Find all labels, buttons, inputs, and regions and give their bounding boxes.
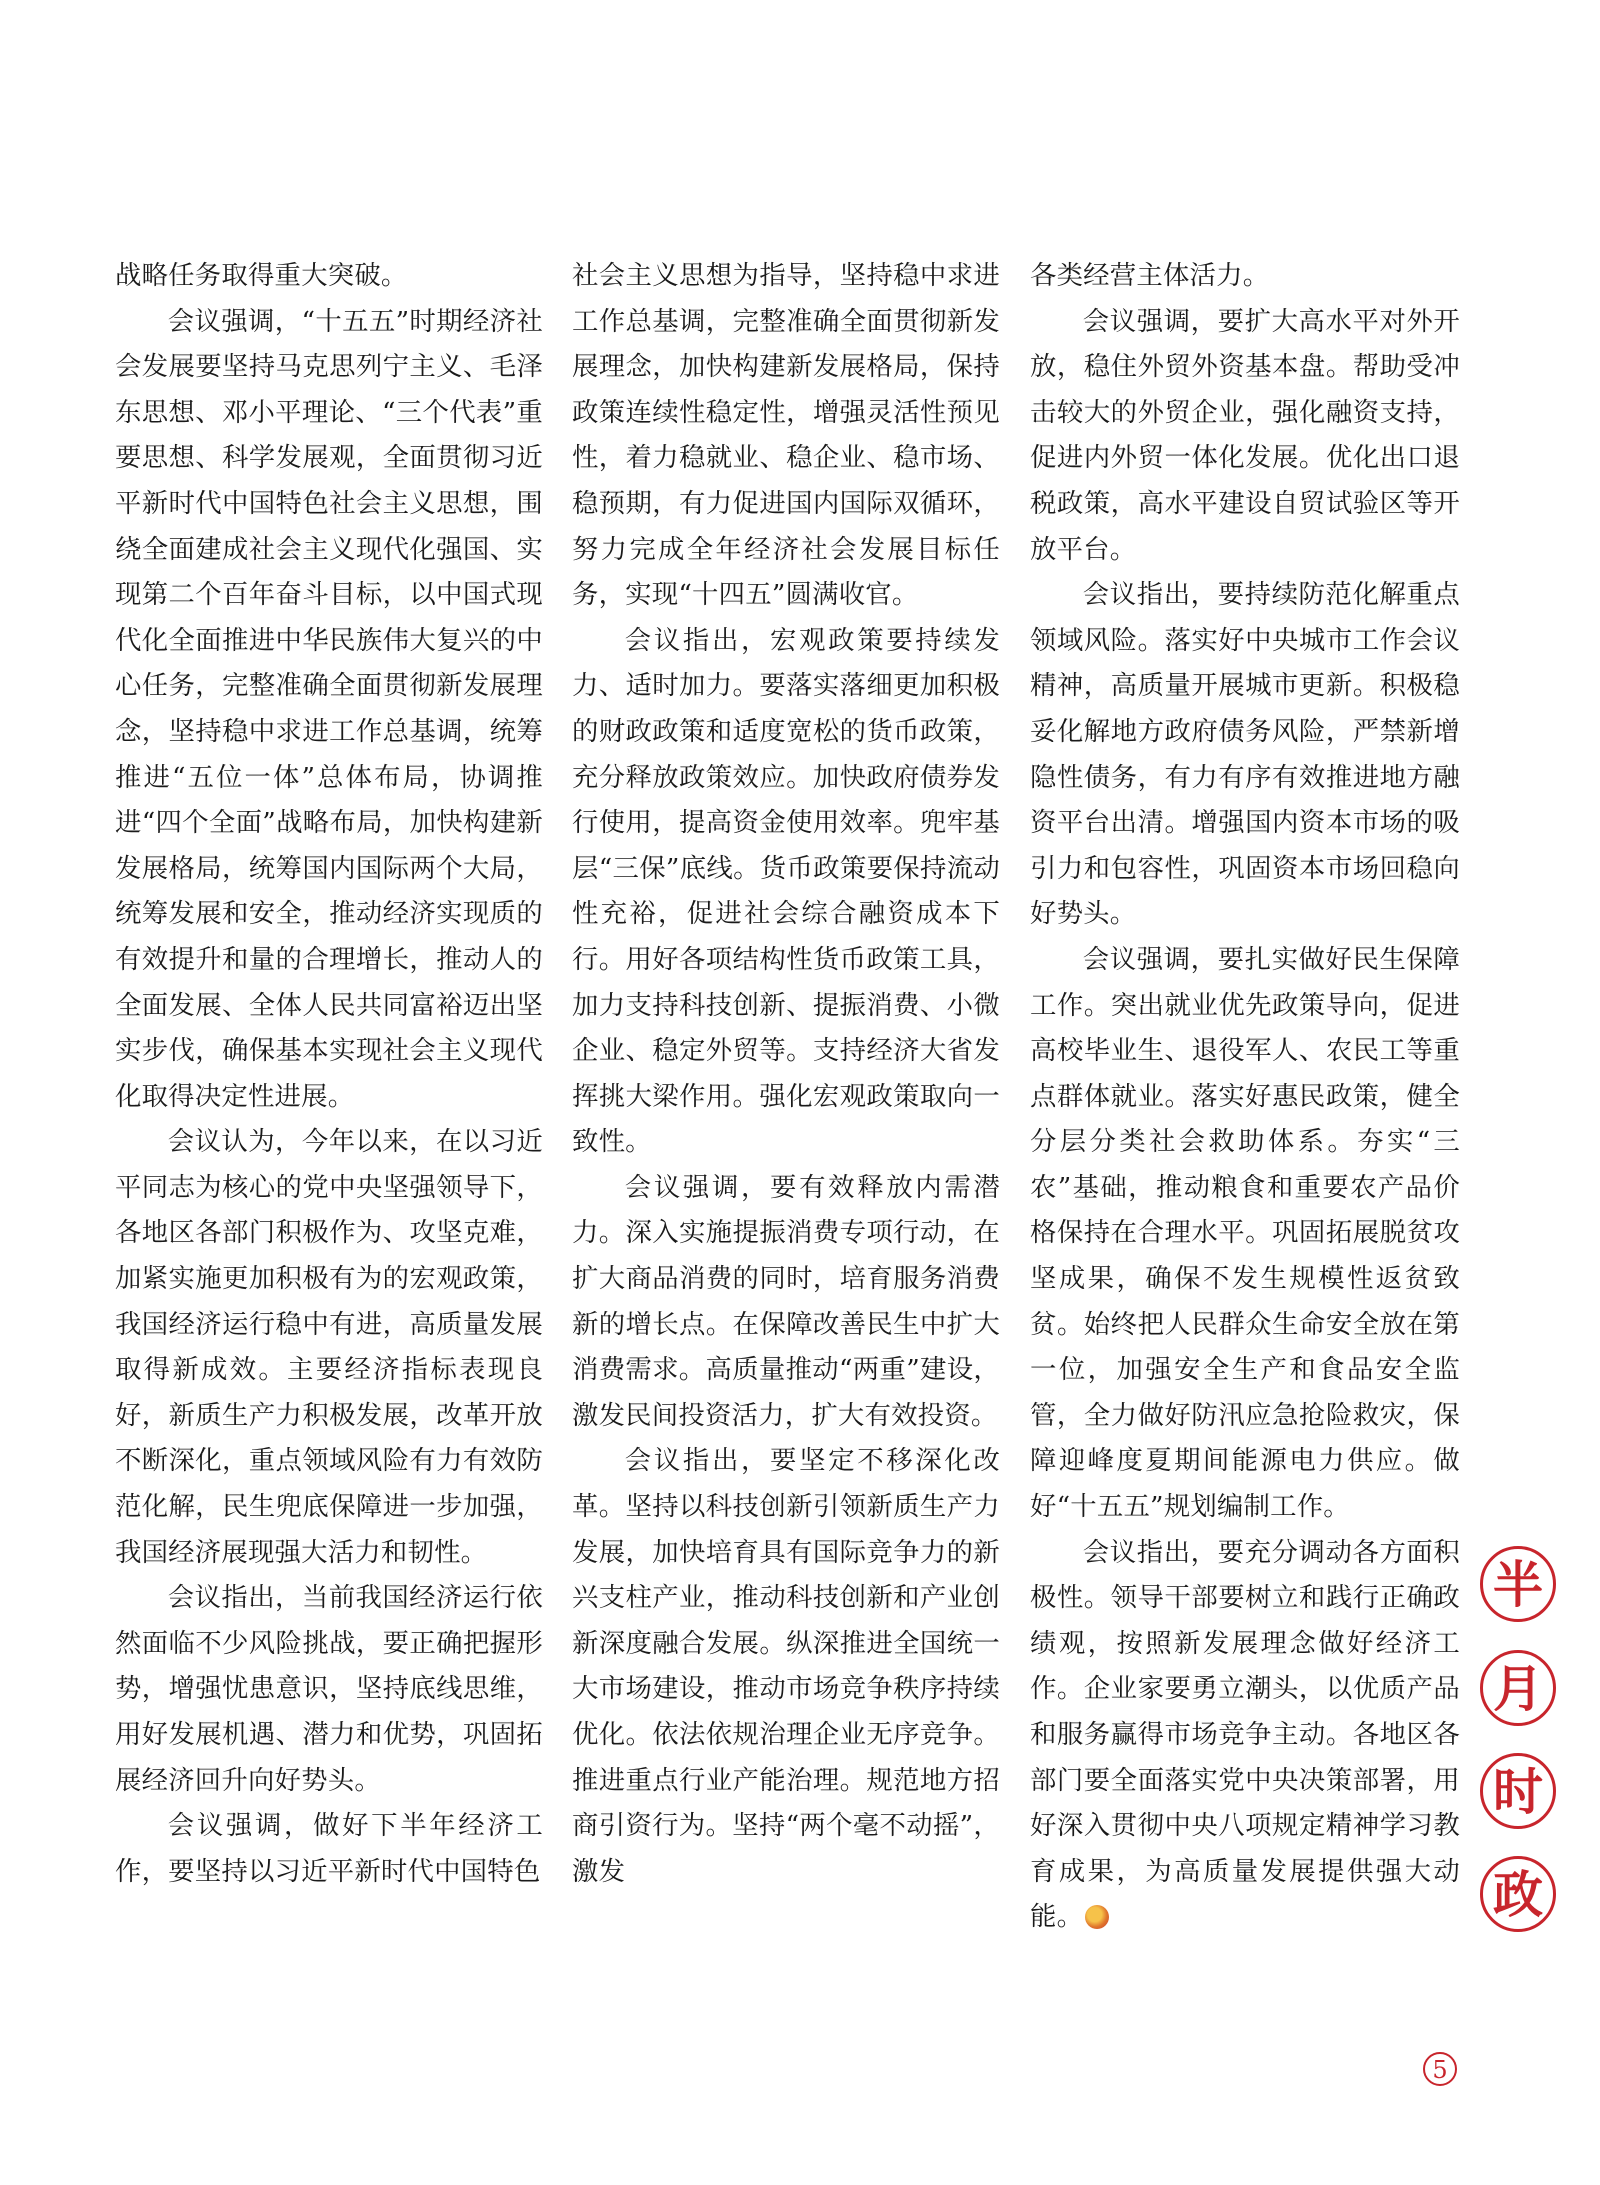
paragraph: 会议指出，要坚定不移深化改革。坚持以科技创新引领新质生产力发展，加快培育具有国际竞争力的新兴支柱产业，推动科技创新和产业创新深度融合发展。纵深推进全国统一大市场建设，推动市场竞争秩序持续优化。依法依规治理企业无序竞争。推进重点行业产能治理。规范地方招商引资行为。坚持“两个毫不动摇”，激发	[572, 1445, 1000, 1887]
paragraph: 会议强调，要扩大高水平对外开放，稳住外贸外资基本盘。帮助受冲击较大的外贸企业，强化融资支持，促进内外贸一体化发展。优化出口退税政策，高水平建设自贸试验区等开放平台。	[1030, 305, 1460, 565]
section-badge-char: 政	[1480, 1856, 1556, 1932]
paragraph: 会议强调，要扎实做好民生保障工作。突出就业优先政策导向，促进高校毕业生、退役军人、农民工等重点群体就业。落实好惠民政策，健全分层分类社会救助体系。夯实“三农”基础，推动粮食和重要农产品价格保持在合理水平。巩固拓展脱贫攻坚成果，确保不发生规模性返贫致贫。始终把人民群众生命安全放在第一位，加强安全生产和食品安全监管，全力做好防汛应急抢险救灾，保障迎峰度夏期间能源电力供应。做好“十五五”规划编制工作。	[1030, 943, 1460, 1523]
paragraph: 会议指出，宏观政策要持续发力、适时加力。要落实落细更加积极的财政政策和适度宽松的货币政策，充分释放政策效应。加快政府债券发行使用，提高资金使用效率。兜牢基层“三保”底线。货币政策要保持流动性充裕，促进社会综合融资成本下行。用好各项结构性货币政策工具，加力支持科技创新、提振消费、小微企业、稳定外贸等。支持经济大省发挥挑大梁作用。强化宏观政策取向一致性。	[572, 624, 1000, 1158]
page-number: 5	[1423, 2052, 1457, 2086]
section-badge-char: 时	[1480, 1753, 1556, 1829]
article-column-3	[1030, 253, 1460, 1940]
paragraph-last	[1030, 1530, 1460, 1940]
paragraph: 会议指出，当前我国经济运行依然面临不少风险挑战，要正确把握形势，增强忧患意识，坚持底线思维，用好发展机遇、潜力和优势，巩固拓展经济回升向好势头。	[115, 1582, 543, 1796]
paragraph: 社会主义思想为指导，坚持稳中求进工作总基调，完整准确全面贯彻新发展理念，加快构建新发展格局，保持政策连续性稳定性，增强灵活性预见性，着力稳就业、稳企业、稳市场、稳预期，有力促进国内国际双循环，努力完成全年经济社会发展目标任务，实现“十四五”圆满收官。	[572, 260, 1000, 611]
paragraph: 会议指出，要持续防范化解重点领域风险。落实好中央城市工作会议精神，高质量开展城市更新。积极稳妥化解地方政府债务风险，严禁新增隐性债务，有力有序有效推进地方融资平台出清。增强国内资本市场的吸引力和包容性，巩固资本市场回稳向好势头。	[1030, 579, 1460, 930]
paragraph: 各类经营主体活力。	[1030, 260, 1270, 291]
section-badge-char: 月	[1480, 1650, 1556, 1726]
section-badge-char: 半	[1480, 1546, 1556, 1622]
end-mark-icon	[1085, 1905, 1109, 1929]
paragraph: 会议强调，要有效释放内需潜力。深入实施提振消费专项行动，在扩大商品消费的同时，培育服务消费新的增长点。在保障改善民生中扩大消费需求。高质量推动“两重”建设，激发民间投资活力，扩大有效投资。	[572, 1171, 1000, 1431]
paragraph: 会议强调，“十五五”时期经济社会发展要坚持马克思列宁主义、毛泽东思想、邓小平理论、“三个代表”重要思想、科学发展观，全面贯彻习近平新时代中国特色社会主义思想，围绕全面建成社会主义现代化强国、实现第二个百年奋斗目标，以中国式现代化全面推进中华民族伟大复兴的中心任务，完整准确全面贯彻新发展理念，坚持稳中求进工作总基调，统筹推进“五位一体”总体布局，协调推进“四个全面”战略布局，加快构建新发展格局，统筹国内国际两个大局，统筹发展和安全，推动经济实现质的有效提升和量的合理增长，推动人的全面发展、全体人民共同富裕迈出坚实步伐，确保基本实现社会主义现代化取得决定性进展。	[115, 305, 543, 1112]
paragraph-text: 会议指出，要充分调动各方面积极性。领导干部要树立和践行正确政绩观，按照新发展理念做好经济工作。企业家要勇立潮头，以优质产品和服务赢得市场竞争主动。各地区各部门要全面落实党中央决策部署，用好深入贯彻中央八项规定精神学习教育成果，为高质量发展提供强大动能。	[1030, 1536, 1460, 1933]
paragraph: 会议强调，做好下半年经济工作，要坚持以习近平新时代中国特色	[115, 1810, 543, 1887]
paragraph: 会议认为，今年以来，在以习近平同志为核心的党中央坚强领导下，各地区各部门积极作为、攻坚克难，加紧实施更加积极有为的宏观政策，我国经济运行稳中有进，高质量发展取得新成效。主要经济指标表现良好，新质生产力积极发展，改革开放不断深化，重点领域风险有力有效防范化解，民生兜底保障进一步加强，我国经济展现强大活力和韧性。	[115, 1126, 543, 1568]
article-column-1	[115, 253, 543, 1894]
paragraph: 战略任务取得重大突破。	[115, 260, 408, 291]
article-column-2	[572, 253, 1000, 1894]
